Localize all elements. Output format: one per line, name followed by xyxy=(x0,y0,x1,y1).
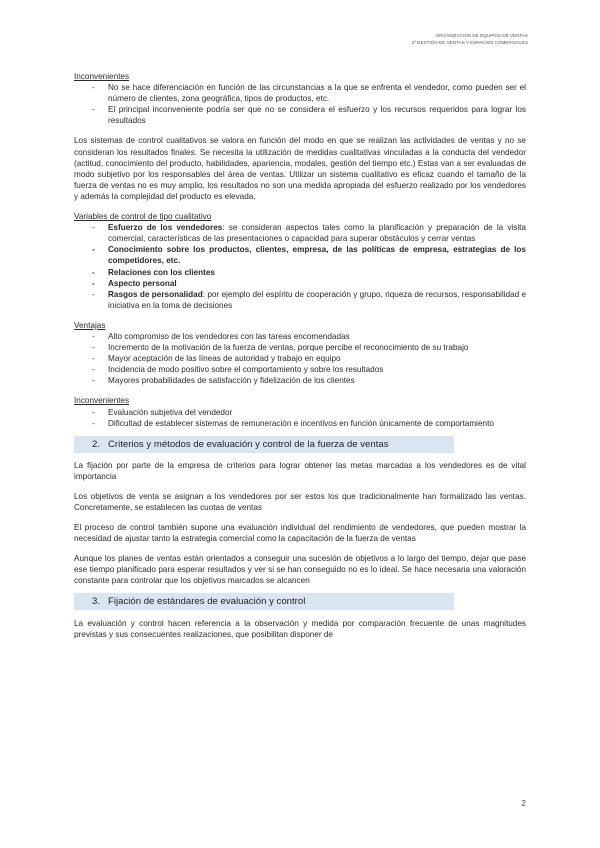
list-item: - Relaciones con los clientes xyxy=(108,267,526,278)
list-item: - No se hace diferenciación en función de las circunstancias a la que se enfrenta el vendedor, como pueden ser el número de clientes, zona geográfica, tipos de productos, etc. xyxy=(108,82,526,104)
list-item: - Dificultad de establecer sistemas de remuneración e incentivos en función únicamente de comportamiento xyxy=(108,418,526,429)
paragraph-fijacion: La fijación por parte de la empresa de criterios para lograr obtener las metas marcadas a los vendedores es de vital importancia xyxy=(74,460,526,481)
ventajas-heading: Ventajas xyxy=(74,320,106,330)
header-line-1: ORGANIZACIÓN DE EQUIPOS DE VENTAS xyxy=(435,33,528,38)
section-heading-2 xyxy=(74,436,454,453)
item-text: : se consideran aspectos tales como la planificación y preparación de la visita comercial, características de las presentaciones o capacidad para superar obstáculos y cerrar ventas xyxy=(108,223,526,244)
section-title: Fijación de estándares de evaluación y control xyxy=(108,595,306,607)
list-item xyxy=(108,289,526,311)
section-number: 3. xyxy=(92,595,101,607)
inconvenientes-heading-2: Inconvenientes xyxy=(74,396,130,406)
list-item: - Evaluación subjetiva del vendedor xyxy=(108,407,526,418)
header-line-2: 2º GESTIÓN DE VENTAS Y ESPACIOS COMERCIALES xyxy=(411,40,528,45)
item-bold-label: Rasgos de personalidad xyxy=(108,289,203,299)
list-item xyxy=(108,222,526,244)
list-item: - Aspecto personal xyxy=(108,278,526,289)
list-item: - Incidencia de modo positivo sobre el comportamiento y sobre los resultados xyxy=(108,364,526,375)
variables-heading: Variables de control de tipo cualitativo xyxy=(74,212,212,222)
section-title: Criterios y métodos de evaluación y control de la fuerza de ventas xyxy=(108,438,389,450)
page-number: 2 xyxy=(521,799,526,808)
variables-list xyxy=(74,222,526,311)
paragraph-proceso: El proceso de control también supone una evaluación individual del rendimiento de vendedores, que pueden mostrar la necesidad de ajustar tanto la estrategia comercial como la capacitación de la fuerza de ventas xyxy=(74,523,526,544)
item-bold-label: Esfuerzo de los vendedores xyxy=(108,223,223,233)
paragraph-planes: Aunque los planes de ventas están orientados a conseguir una sucesión de objetivos a lo largo del tiempo, dejar que pase ese tiempo planificado para esperar resultados y ver si se han conseguido no es lo ideal. Se hace necesaria una valoración constante para controlar que los objetivos marcados se alcancen xyxy=(74,554,526,586)
list-item: - Mayor aceptación de las líneas de autoridad y trabajo en equipo xyxy=(108,353,526,364)
page-content xyxy=(74,71,526,640)
item-text: : por ejemplo del espíritu de cooperación y grupo, riqueza de recursos, responsabilidad e iniciativa en la toma de decisiones xyxy=(108,289,527,310)
page-header xyxy=(412,32,528,46)
paragraph-evaluacion: La evaluación y control hacen referencia a la observación y medida por comparación frecuente de unas magnitudes previstas y sus consecuentes realizaciones, que posibilitan disponer de xyxy=(74,618,526,639)
inconvenientes-list-2 xyxy=(74,407,526,429)
list-item: - El principal inconveniente podría ser que no se considera el esfuerzo y los recursos requeridos para lograr los resultados xyxy=(108,104,526,126)
list-item: - Conocimiento sobre los productos, clientes, empresa, de las políticas de empresa, estrategias de los competidores, etc. xyxy=(108,244,526,266)
section-heading-3 xyxy=(74,593,454,610)
list-item: - Incremento de la motivación de la fuerza de ventas, porque percibe el reconocimiento de su trabajo xyxy=(108,342,526,353)
inconvenientes-list-1 xyxy=(74,82,526,126)
ventajas-list xyxy=(74,331,526,386)
paragraph-cualitativos: Los sistemas de control cualitativos se valora en función del modo en que se realizan las actividades de ventas y no se consideran los resultados finales. Se necesita la utilización de medidas cualitativas vinculadas a la conducta del vendedor (actitud, conocimiento del producto, habilidades, apariencia, modales, gestión del tiempo etc.) Estas van a ser evaluadas de modo subjetivo por los responsables del área de ventas. Utilizar un sistema cualitativo es eficaz cuando el tamaño de la fuerza de ventas no es muy amplio, los resultados no son una medida apropiada del esfuerzo realizado por los vendedores y además la complejidad del producto es elevada. xyxy=(74,136,526,201)
section-number: 2. xyxy=(92,438,101,450)
list-item: - Alto compromiso de los vendedores con las tareas encomendadas xyxy=(108,331,526,342)
list-item: - Mayores probabilidades de satisfacción y fidelización de los clientes xyxy=(108,375,526,386)
inconvenientes-heading-1: Inconvenientes xyxy=(74,72,130,81)
paragraph-objetivos: Los objetivos de venta se asignan a los vendedores por ser estos los que tradicionalmente han formalizado las ventas. Concretamente, se establecen las cuotas de ventas xyxy=(74,491,526,512)
